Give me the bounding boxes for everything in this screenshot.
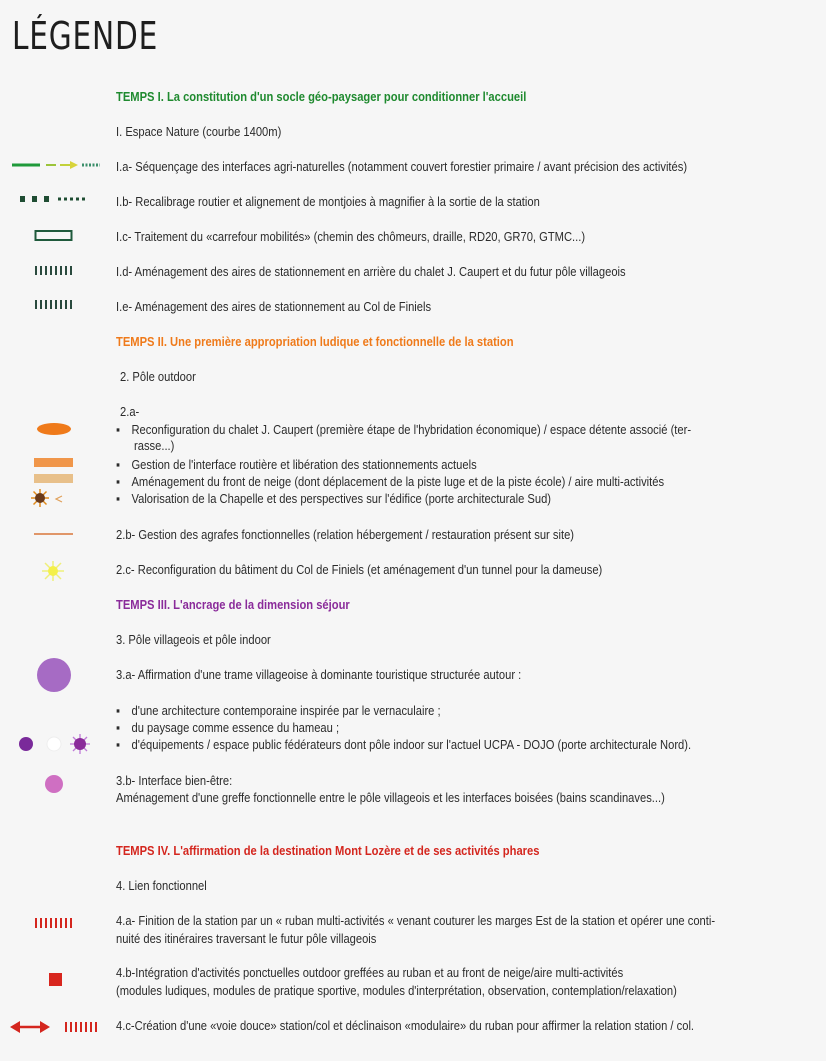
item-4a: 4.a- Finition de la station par un « ruban multi-activités « venant couturer les marges Est de la station et opérer une conti- bbox=[116, 913, 716, 928]
item-3: 3. Pôle villageois et pôle indoor bbox=[116, 632, 271, 647]
item-4b: 4.b-Intégration d'activités ponctuelles outdoor greffées au ruban et au front de neige/aire multi-activités bbox=[116, 965, 624, 980]
yellow-star-icon bbox=[40, 560, 66, 582]
item-2c: 2.c- Reconfiguration du bâtiment du Col de Finiels (et aménagement d'un tunnel pour la dameuse) bbox=[116, 562, 603, 577]
item-3b: 3.b- Interface bien-être: bbox=[116, 773, 233, 788]
heading-temps-1: TEMPS I. La constitution d'un socle géo-paysager pour conditionner l'accueil bbox=[116, 89, 527, 104]
item-2: 2. Pôle outdoor bbox=[120, 369, 196, 384]
orange-bar-icon bbox=[34, 474, 74, 484]
bullet-2a-2: ▪ Gestion de l'interface routière et libération des stationnements actuels bbox=[116, 456, 477, 473]
chapel-sun-icon bbox=[30, 488, 74, 508]
heading-temps-4: TEMPS IV. L'affirmation de la destination Mont Lozère et de ses activités phares bbox=[116, 843, 540, 858]
bullet-2a-1: ▪ Reconfiguration du chalet J. Caupert (première étape de l'hybridation économique) / espace détente associé (ter- bbox=[116, 421, 691, 438]
item-2b: 2.b- Gestion des agrafes fonctionnelles (relation hébergement / restauration présent sur site) bbox=[116, 527, 575, 542]
bullet-2a-3: ▪ Aménagement du front de neige (dont déplacement de la piste luge et de la piste école) / aire multi-activités bbox=[116, 473, 664, 490]
parking-hatch-icon bbox=[34, 266, 74, 276]
orange-line-icon bbox=[34, 531, 74, 537]
item-1c: I.c- Traitement du «carrefour mobilités» (chemin des chômeurs, draille, RD20, GR70, GTMC...) bbox=[116, 229, 586, 244]
item-4b-cont: (modules ludiques, modules de pratique sportive, modules d'interprétation, observation, contemplation/relaxation) bbox=[116, 983, 677, 998]
red-double-arrow-icon bbox=[10, 1019, 100, 1035]
bullet-3a-2: ▪ du paysage comme essence du hameau ; bbox=[116, 719, 339, 736]
pink-circle-icon bbox=[44, 774, 66, 796]
bullet-2a-4: ▪ Valorisation de la Chapelle et des perspectives sur l'édifice (porte architecturale Sud) bbox=[116, 490, 551, 507]
parking-hatch-icon bbox=[34, 300, 74, 310]
red-square-icon bbox=[48, 972, 64, 988]
bullet-2a-1-cont: rasse...) bbox=[134, 438, 175, 453]
heading-temps-2: TEMPS II. Une première appropriation ludique et fonctionnelle de la station bbox=[116, 334, 514, 349]
purple-circle-icon bbox=[16, 733, 92, 755]
outlined-rectangle-icon bbox=[34, 229, 74, 243]
item-4c: 4.c-Création d'une «voie douce» station/col et déclinaison «modulaire» du ruban pour affirmer la relation station / col. bbox=[116, 1018, 695, 1033]
purple-circle-icon bbox=[36, 656, 74, 694]
legend-title: LÉGENDE bbox=[12, 14, 159, 58]
item-3a: 3.a- Affirmation d'une trame villageoise à dominante touristique structurée autour : bbox=[116, 667, 522, 682]
item-1: I. Espace Nature (courbe 1400m) bbox=[116, 124, 282, 139]
item-1d: I.d- Aménagement des aires de stationnement en arrière du chalet J. Caupert et du futur pôle villageois bbox=[116, 264, 626, 279]
item-4a-cont: nuité des itinéraires traversant le futur pôle villageois bbox=[116, 931, 377, 946]
green-arrow-line-icon bbox=[12, 159, 102, 171]
item-3b-desc: Aménagement d'une greffe fonctionnelle entre le pôle villageois et les interfaces boisées (bains scandinaves...) bbox=[116, 790, 665, 805]
item-1e: I.e- Aménagement des aires de stationnement au Col de Finiels bbox=[116, 299, 432, 314]
item-1a: I.a- Séquençage des interfaces agri-naturelles (notamment couvert forestier primaire / avant précision des activités) bbox=[116, 159, 688, 174]
orange-ellipse-icon bbox=[36, 422, 74, 436]
orange-bar-icon bbox=[34, 458, 74, 468]
dotted-dash-line-icon bbox=[20, 195, 90, 205]
red-hatch-icon bbox=[34, 918, 74, 930]
item-1b: I.b- Recalibrage routier et alignement de montjoies à magnifier à la sortie de la station bbox=[116, 194, 540, 209]
item-2a: 2.a- bbox=[120, 404, 140, 419]
bullet-3a-1: ▪ d'une architecture contemporaine inspirée par le vernaculaire ; bbox=[116, 702, 441, 719]
bullet-3a-3: ▪ d'équipements / espace public fédérateurs dont pôle indoor sur l'actuel UCPA - DOJO (porte architecturale Nord). bbox=[116, 736, 691, 753]
item-4: 4. Lien fonctionnel bbox=[116, 878, 207, 893]
heading-temps-3: TEMPS III. L'ancrage de la dimension séjour bbox=[116, 597, 350, 612]
